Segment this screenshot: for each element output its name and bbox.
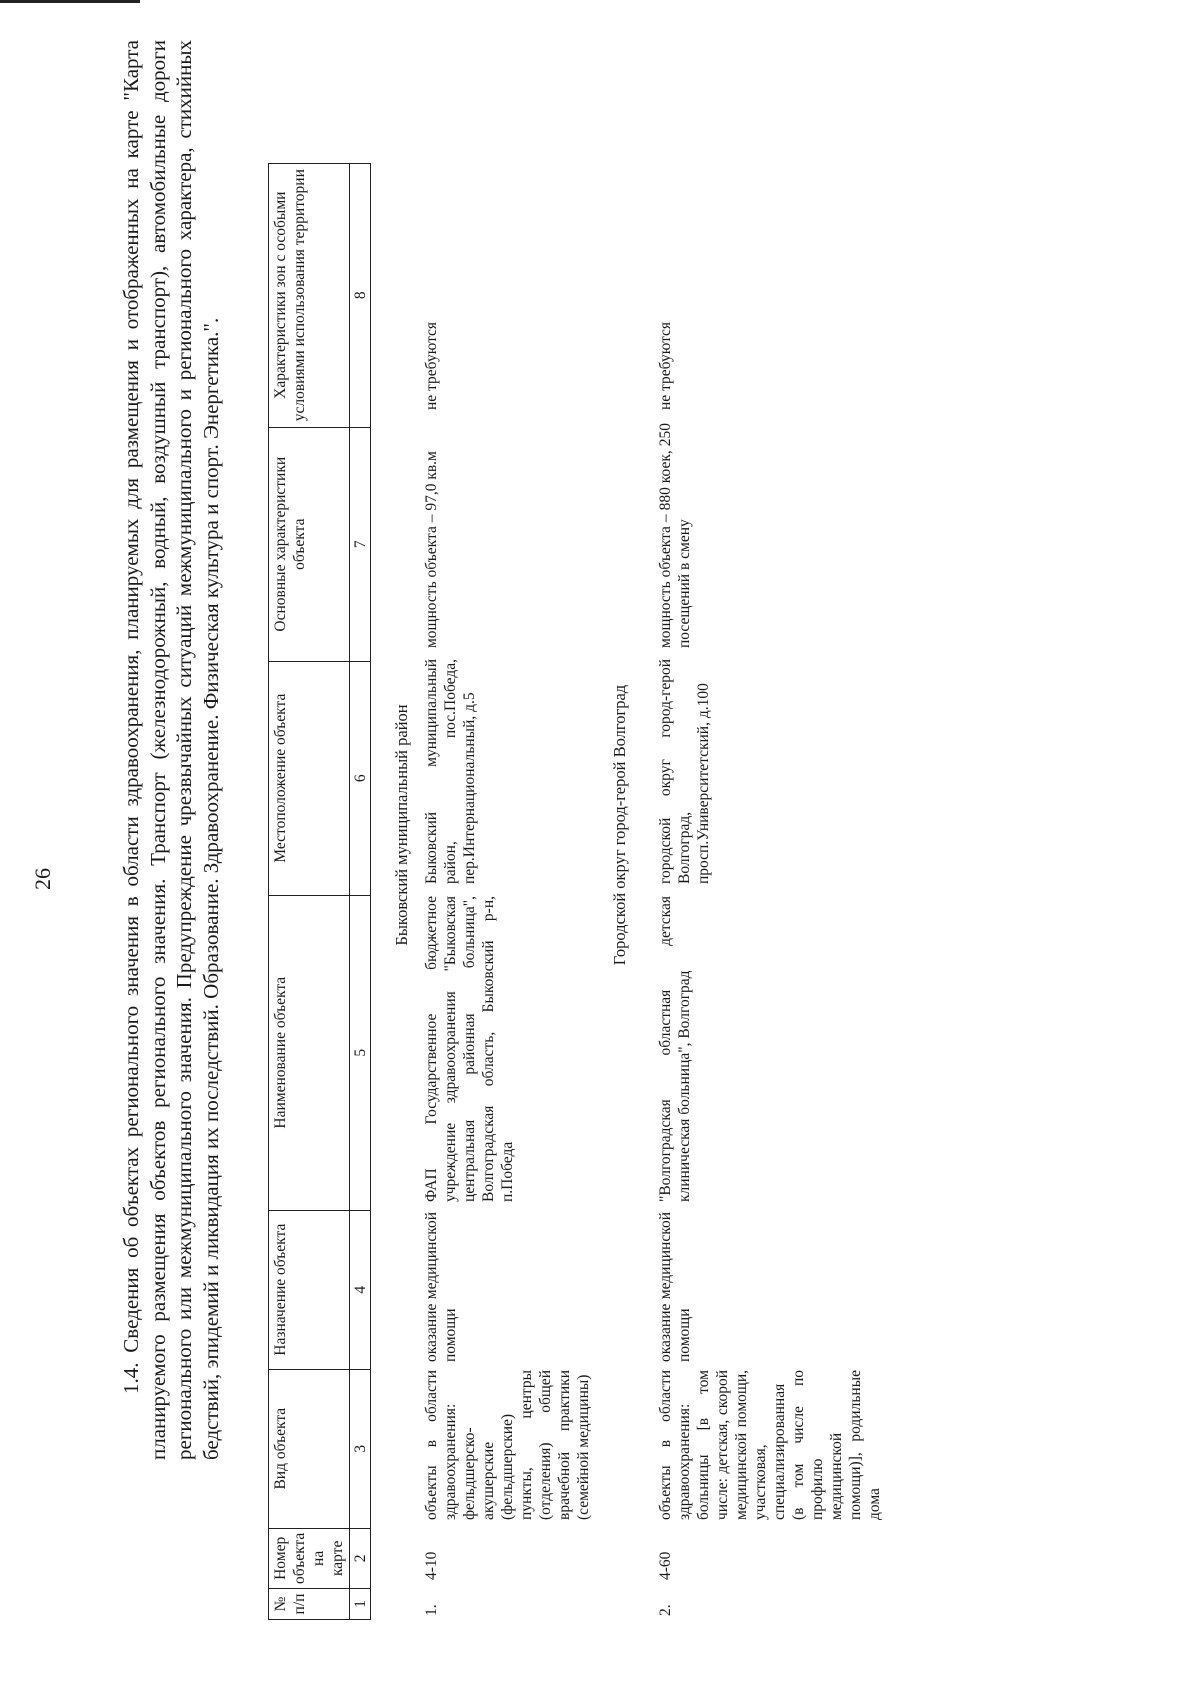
header-col-8: Характеристики зон с особыми условиями использования территории (269, 163, 350, 427)
col-number: 8 (350, 163, 371, 427)
row-purpose: оказание медицинской помощи (423, 1212, 459, 1362)
col-number: 5 (350, 895, 371, 1210)
intro-text: 1.4. Сведения об объектах регионального значения в области здравоохранения, планируемых для размещения и отображенных на карте "Карта планируемого размещения объектов регионального значения. Транспорт (железнодорожный, водный, воздушный транспорт), автомобильные дороги регионального или межмуниципального значения. Предупреждение чрезвычайных ситуаций межмуниципального и регионального характера, стихийных бедствий, эпидемий и ликвидация их последствий. Образование. Здравоохранение. Физическая культура и спорт. Энергетика.". (119, 40, 223, 1460)
section-title-bykovsky: Быковский муниципальный район (392, 704, 411, 946)
col-number: 4 (350, 1210, 371, 1369)
row-purpose: оказание медицинской помощи (657, 1212, 693, 1362)
intro-paragraph (118, 40, 224, 1460)
row-kind: объекты в области здравоохранения: больницы [в том числе: детская, скорой медицинской помощи, участковая, специализированная (в том числе по профилю медицинской помощи)], родильные дома (657, 1370, 883, 1520)
row-specs: мощность объекта – 880 коек, 250 посещений в смену (657, 423, 693, 648)
row-kind: объекты в области здравоохранения: фельдшерско-акушерские (фельдшерские) пункты, центры (отделения) общей врачебной практики (семейной медицины) (423, 1370, 592, 1520)
col-number: 6 (350, 661, 371, 895)
row-map-number: 4-60 (657, 1551, 674, 1580)
row-name: "Волгоградская областная детская клиническая больница", Волгоград (657, 896, 693, 1202)
header-col-4: Назначение объекта (269, 1210, 350, 1369)
rotated-page (0, 30, 1200, 1670)
page-number: 26 (30, 868, 55, 890)
column-number-row (350, 163, 371, 1619)
row-specs: мощность объекта – 97,0 кв.м (423, 451, 440, 648)
row-name: ФАП Государственное бюджетное учреждение здравоохранения "Быковская центральная районная больница", Волгоградская область, Быковский р-н, п.Победа (423, 896, 516, 1202)
row-map-number: 4-10 (423, 1551, 440, 1580)
col-number: 1 (350, 1589, 371, 1620)
section-title-volgograd: Городской округ город-герой Волгоград (610, 684, 629, 966)
col-number: 3 (350, 1369, 371, 1528)
objects-table-header (268, 163, 371, 1620)
row-number: 2. (657, 1604, 674, 1616)
row-location: городской округ город-герой Волгоград, просп.Университетский, д.100 (657, 659, 712, 884)
header-col-1: № п/п (269, 1589, 350, 1620)
header-col-3: Вид объекта (269, 1369, 350, 1528)
header-col-6: Местоположение объекта (269, 661, 350, 895)
header-row (269, 163, 350, 1619)
scan-edge-line (0, 0, 140, 3)
col-number: 2 (350, 1528, 371, 1588)
row-number: 1. (423, 1604, 440, 1616)
col-number: 7 (350, 427, 371, 661)
header-col-2: Номер объекта на карте (269, 1528, 350, 1588)
row-zones: не требуются (423, 321, 440, 410)
row-zones: не требуются (657, 321, 674, 410)
header-col-7: Основные характеристики объекта (269, 427, 350, 661)
header-col-5: Наименование объекта (269, 895, 350, 1210)
row-location: Быковский муниципальный район, пос.Победа, пер.Интернациональный, д.5 (423, 659, 478, 884)
